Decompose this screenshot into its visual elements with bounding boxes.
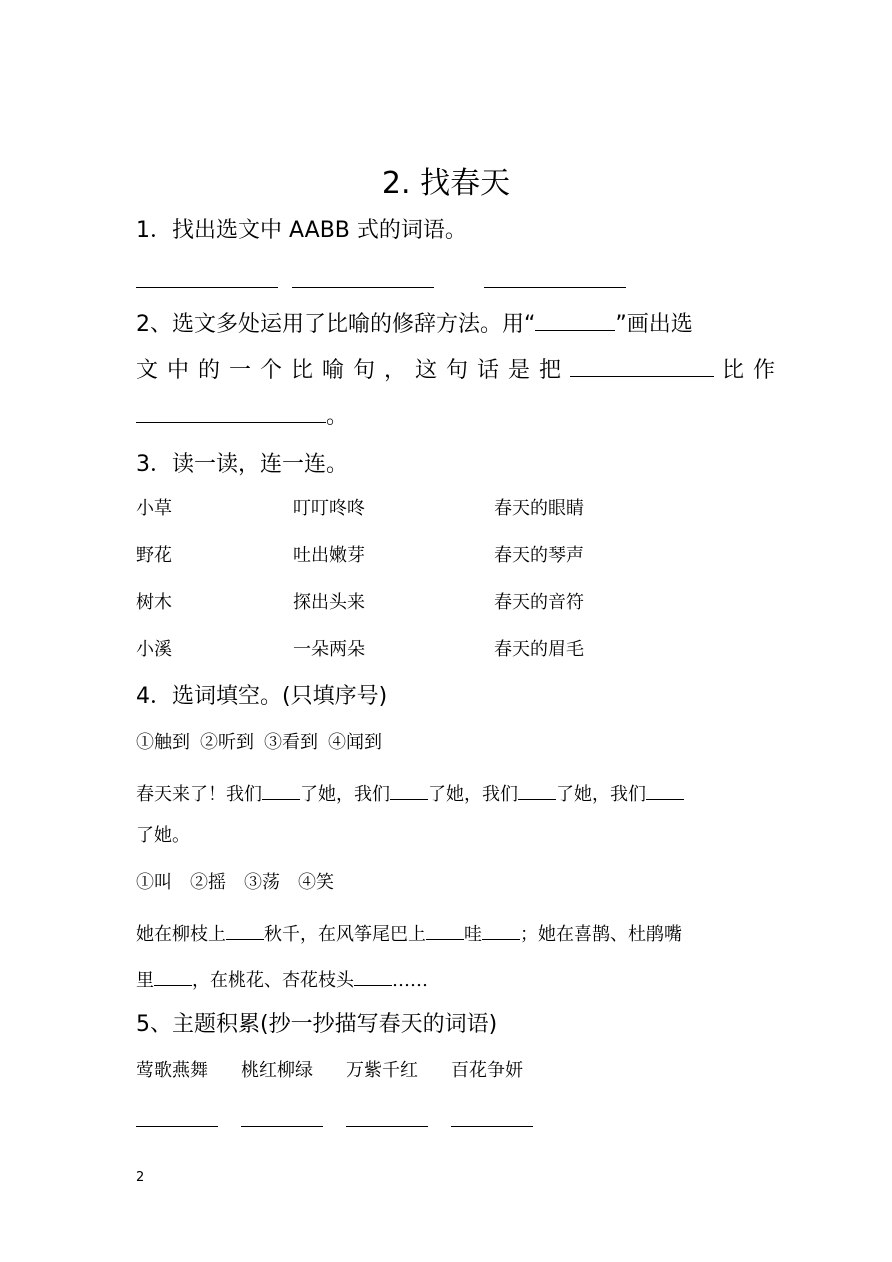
match-middle-item[interactable]: 吐出嫩芽 [293,545,365,566]
option-item: ②听到 [200,732,254,753]
page-number: 2 [136,1170,145,1185]
option-item: ④笑 [298,872,334,893]
question-2-line-2 [136,354,784,386]
copy-blank[interactable] [346,1126,428,1127]
option-item: ②摇 [190,872,226,893]
fill-blank[interactable] [262,777,300,800]
page-title: 2. 找春天 [381,166,511,201]
match-middle-item[interactable]: 探出头来 [293,592,365,613]
sentence-text: 了她，我们 [300,784,390,805]
question-2-text-a: 2、选文多处运用了比喻的修辞方法。用“ [136,312,536,337]
sentence-text: 春天来了！我们 [136,784,262,805]
match-middle-item[interactable]: 一朵两朵 [293,639,365,660]
sentence-text: …… [392,970,428,991]
sentence-text: 秋千，在风筝尾巴上 [264,924,426,945]
fill-blank[interactable] [646,777,684,800]
fill-blank[interactable] [390,777,428,800]
match-left-item[interactable]: 野花 [136,545,172,566]
question-2-text-e: 。 [326,404,349,429]
fill-sentence-2 [136,917,682,948]
sentence-text: 哇 [464,924,482,945]
vocab-word: 万紫千红 [346,1060,418,1081]
answer-blank[interactable] [292,287,434,288]
sentence-text: 她在柳枝上 [136,924,226,945]
question-2-line-1 [136,308,693,340]
sentence-text: 里 [136,970,154,991]
sentence-text: 了她，我们 [428,784,518,805]
match-right-item[interactable]: 春天的眉毛 [494,639,584,660]
fill-blank[interactable] [354,963,392,986]
match-left-item[interactable]: 小溪 [136,639,172,660]
option-list-1 [136,730,382,756]
fill-sentence-1-end: 了她。 [136,825,190,846]
match-middle-item[interactable]: 叮叮咚咚 [293,498,365,519]
question-2-line-3 [136,400,348,432]
fill-blank[interactable] [518,777,556,800]
match-right-item[interactable]: 春天的音符 [494,592,584,613]
question-5: 5、主题积累(抄一抄描写春天的词语) [136,1012,498,1037]
answer-blank[interactable] [136,287,278,288]
sentence-text: 了她，我们 [556,784,646,805]
question-2-text-d: 比作 [722,358,785,383]
copy-blank[interactable] [241,1126,323,1127]
vocab-word: 百花争妍 [451,1060,523,1081]
copy-blank[interactable] [136,1126,218,1127]
vocab-word: 莺歌燕舞 [136,1060,208,1081]
question-2-text-c: 文中的一个比喻句，这句话是把 [136,358,571,383]
question-4: 4．选词填空。(只填序号) [136,684,388,709]
fill-sentence-2-end [136,963,428,994]
fill-sentence-1 [136,777,684,808]
option-item: ①触到 [136,732,190,753]
sentence-text: ，在桃花、杏花枝头 [192,970,354,991]
question-2-text-b: ”画出选 [615,312,693,337]
sentence-text: ；她在喜鹊、杜鹃嘴 [520,924,682,945]
match-right-item[interactable]: 春天的眼睛 [494,498,584,519]
question-3: 3．读一读，连一连。 [136,452,348,477]
answer-blank[interactable] [136,400,326,423]
answer-blank[interactable] [484,287,626,288]
fill-blank[interactable] [482,917,520,940]
option-item: ③看到 [264,732,318,753]
match-left-item[interactable]: 小草 [136,498,172,519]
match-right-item[interactable]: 春天的琴声 [494,545,584,566]
option-item: ③荡 [244,872,280,893]
fill-blank[interactable] [226,917,264,940]
option-item: ①叫 [136,872,172,893]
fill-blank[interactable] [154,963,192,986]
option-item: ④闻到 [328,732,382,753]
copy-blank[interactable] [451,1126,533,1127]
question-1: 1．找出选文中 AABB 式的词语。 [136,218,467,243]
symbol-blank[interactable] [535,308,615,331]
match-left-item[interactable]: 树木 [136,592,172,613]
vocab-word: 桃红柳绿 [241,1060,313,1081]
fill-blank[interactable] [426,917,464,940]
option-list-2 [136,870,334,896]
answer-blank[interactable] [570,354,714,377]
